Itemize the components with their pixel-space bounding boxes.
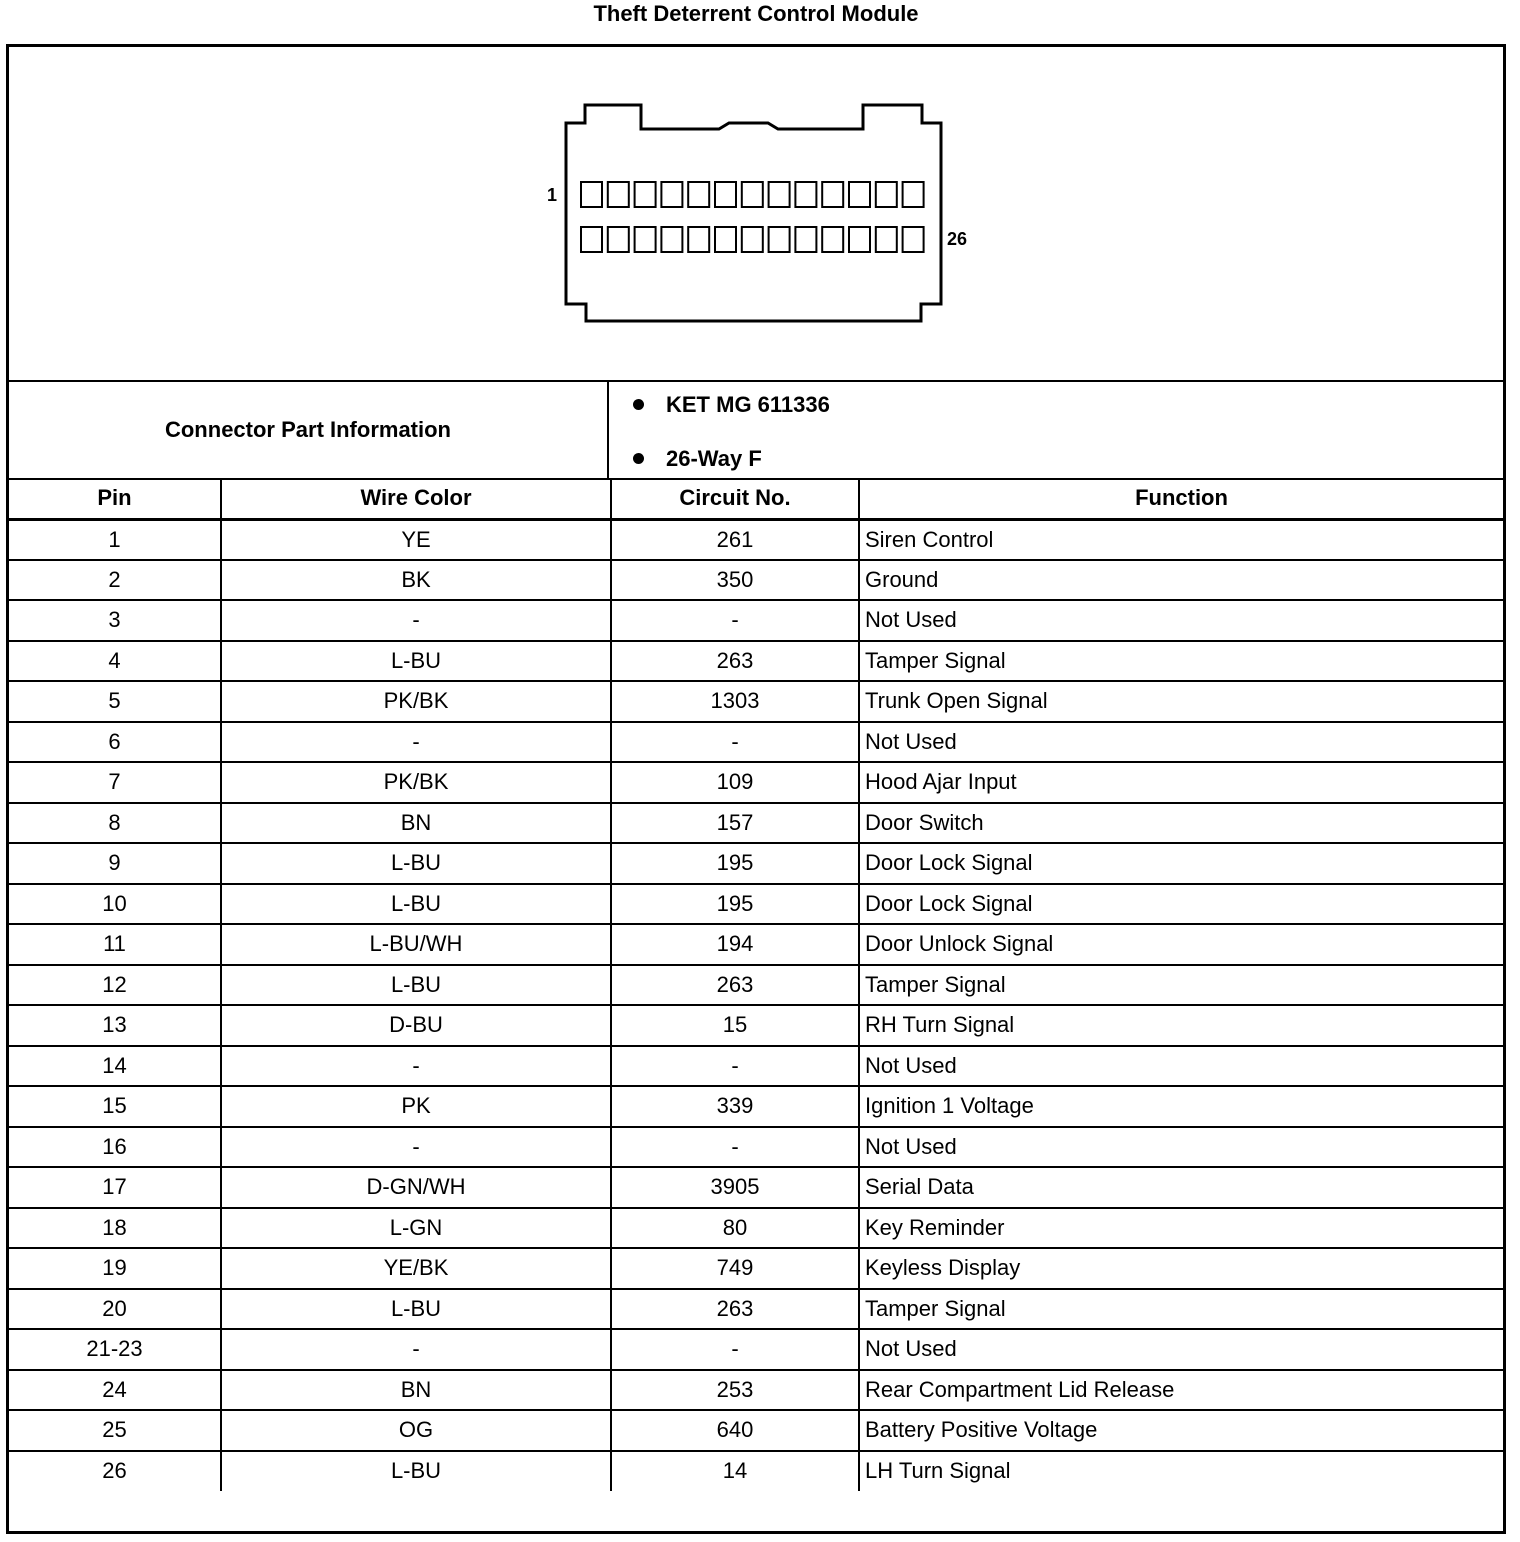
part-info-list xyxy=(611,382,1501,478)
cell-circuit-no: 263 xyxy=(611,965,859,1006)
cell-circuit-no: - xyxy=(611,1127,859,1168)
pin-cavity xyxy=(903,227,924,252)
cell-function: Not Used xyxy=(859,1046,1503,1087)
table-row xyxy=(9,1005,1503,1046)
cell-pin: 18 xyxy=(9,1208,221,1249)
table-row xyxy=(9,762,1503,803)
header-circuit-no: Circuit No. xyxy=(611,478,859,519)
pin-table xyxy=(9,478,1503,1491)
table-row xyxy=(9,1248,1503,1289)
cell-pin: 9 xyxy=(9,843,221,884)
cell-wire-color: L-BU xyxy=(221,1289,611,1330)
cell-wire-color: - xyxy=(221,1329,611,1370)
header-function: Function xyxy=(859,478,1503,519)
cell-wire-color: OG xyxy=(221,1410,611,1451)
part-info-item xyxy=(633,392,830,418)
pin-cavity xyxy=(795,227,816,252)
cell-pin: 2 xyxy=(9,560,221,601)
cell-wire-color: - xyxy=(221,1046,611,1087)
cell-function: Door Switch xyxy=(859,803,1503,844)
cell-circuit-no: 195 xyxy=(611,884,859,925)
pin-cavity xyxy=(849,182,870,207)
connector-frame xyxy=(6,44,1506,1534)
cell-pin: 8 xyxy=(9,803,221,844)
cell-function: Tamper Signal xyxy=(859,965,1503,1006)
connector-outline xyxy=(566,105,941,321)
cell-circuit-no: 749 xyxy=(611,1248,859,1289)
table-row xyxy=(9,641,1503,682)
pin-cavity xyxy=(876,227,897,252)
pin-cavity xyxy=(608,182,629,207)
cell-pin: 5 xyxy=(9,681,221,722)
cell-pin: 14 xyxy=(9,1046,221,1087)
cell-circuit-no: - xyxy=(611,1329,859,1370)
part-info-label: Connector Part Information xyxy=(9,382,609,478)
cell-circuit-no: 350 xyxy=(611,560,859,601)
pin-cavity xyxy=(715,227,736,252)
table-row xyxy=(9,924,1503,965)
cell-wire-color: L-BU xyxy=(221,641,611,682)
pin-cavity xyxy=(742,227,763,252)
cell-wire-color: YE xyxy=(221,519,611,560)
table-row xyxy=(9,1208,1503,1249)
cell-function: Not Used xyxy=(859,600,1503,641)
cell-circuit-no: 14 xyxy=(611,1451,859,1492)
cell-circuit-no: - xyxy=(611,1046,859,1087)
cell-function: Not Used xyxy=(859,1329,1503,1370)
connector-diagram xyxy=(9,47,1503,382)
table-row xyxy=(9,681,1503,722)
cell-function: Keyless Display xyxy=(859,1248,1503,1289)
cell-pin: 26 xyxy=(9,1451,221,1492)
pin-cavity xyxy=(635,182,656,207)
part-info-item xyxy=(633,446,762,472)
cell-pin: 1 xyxy=(9,519,221,560)
pin-cavity xyxy=(688,182,709,207)
cell-function: Ignition 1 Voltage xyxy=(859,1086,1503,1127)
table-row xyxy=(9,1451,1503,1492)
pin-cavity xyxy=(769,182,790,207)
cell-circuit-no: 194 xyxy=(611,924,859,965)
cell-circuit-no: 195 xyxy=(611,843,859,884)
cell-wire-color: YE/BK xyxy=(221,1248,611,1289)
cell-pin: 6 xyxy=(9,722,221,763)
cell-function: Tamper Signal xyxy=(859,641,1503,682)
cell-wire-color: - xyxy=(221,600,611,641)
pin-cavities xyxy=(581,182,924,252)
cell-function: Key Reminder xyxy=(859,1208,1503,1249)
page-title: Theft Deterrent Control Module xyxy=(593,1,919,26)
cell-pin: 4 xyxy=(9,641,221,682)
pin-table-body xyxy=(9,519,1503,1491)
cell-pin: 13 xyxy=(9,1005,221,1046)
pin-cavity xyxy=(795,182,816,207)
cell-pin: 12 xyxy=(9,965,221,1006)
cell-function: RH Turn Signal xyxy=(859,1005,1503,1046)
cell-function: Serial Data xyxy=(859,1167,1503,1208)
cell-circuit-no: 109 xyxy=(611,762,859,803)
connector-part-info xyxy=(9,382,1503,480)
cell-function: Door Lock Signal xyxy=(859,884,1503,925)
cell-pin: 3 xyxy=(9,600,221,641)
cell-wire-color: - xyxy=(221,1127,611,1168)
cell-wire-color: PK/BK xyxy=(221,762,611,803)
cell-circuit-no: 263 xyxy=(611,641,859,682)
table-row xyxy=(9,600,1503,641)
cell-wire-color: - xyxy=(221,722,611,763)
pin-cavity xyxy=(822,227,843,252)
bullet-icon xyxy=(633,453,644,464)
pin-label-first: 1 xyxy=(547,185,558,205)
header-wire-color: Wire Color xyxy=(221,478,611,519)
pin-label-last: 26 xyxy=(947,229,968,249)
part-info-text: 26-Way F xyxy=(666,446,762,471)
pin-cavity xyxy=(849,227,870,252)
bullet-icon xyxy=(633,399,644,410)
cell-wire-color: D-GN/WH xyxy=(221,1167,611,1208)
cell-wire-color: L-GN xyxy=(221,1208,611,1249)
cell-circuit-no: 640 xyxy=(611,1410,859,1451)
pin-cavity xyxy=(876,182,897,207)
cell-pin: 16 xyxy=(9,1127,221,1168)
cell-wire-color: L-BU xyxy=(221,884,611,925)
pin-cavity xyxy=(581,182,602,207)
table-row xyxy=(9,722,1503,763)
cell-function: Trunk Open Signal xyxy=(859,681,1503,722)
cell-pin: 10 xyxy=(9,884,221,925)
cell-wire-color: L-BU/WH xyxy=(221,924,611,965)
cell-pin: 15 xyxy=(9,1086,221,1127)
cell-pin: 20 xyxy=(9,1289,221,1330)
cell-circuit-no: 80 xyxy=(611,1208,859,1249)
pin-cavity xyxy=(769,227,790,252)
part-info-text: KET MG 611336 xyxy=(666,392,830,417)
table-row xyxy=(9,1289,1503,1330)
cell-function: Rear Compartment Lid Release xyxy=(859,1370,1503,1411)
cell-function: Door Unlock Signal xyxy=(859,924,1503,965)
pin-cavity xyxy=(822,182,843,207)
cell-function: Ground xyxy=(859,560,1503,601)
cell-circuit-no: 3905 xyxy=(611,1167,859,1208)
table-row xyxy=(9,519,1503,560)
cell-function: Tamper Signal xyxy=(859,1289,1503,1330)
cell-circuit-no: 1303 xyxy=(611,681,859,722)
table-row xyxy=(9,1086,1503,1127)
cell-function: Not Used xyxy=(859,1127,1503,1168)
cell-pin: 21-23 xyxy=(9,1329,221,1370)
cell-circuit-no: 263 xyxy=(611,1289,859,1330)
cell-wire-color: D-BU xyxy=(221,1005,611,1046)
cell-function: Not Used xyxy=(859,722,1503,763)
cell-circuit-no: 157 xyxy=(611,803,859,844)
pin-cavity xyxy=(903,182,924,207)
cell-circuit-no: - xyxy=(611,600,859,641)
cell-pin: 24 xyxy=(9,1370,221,1411)
table-row xyxy=(9,965,1503,1006)
table-row xyxy=(9,1410,1503,1451)
cell-circuit-no: 339 xyxy=(611,1086,859,1127)
cell-wire-color: BN xyxy=(221,803,611,844)
table-row xyxy=(9,1329,1503,1370)
cell-function: Siren Control xyxy=(859,519,1503,560)
pin-cavity xyxy=(581,227,602,252)
cell-function: Battery Positive Voltage xyxy=(859,1410,1503,1451)
table-row xyxy=(9,843,1503,884)
cell-wire-color: L-BU xyxy=(221,1451,611,1492)
table-row xyxy=(9,803,1503,844)
cell-pin: 19 xyxy=(9,1248,221,1289)
table-row xyxy=(9,1127,1503,1168)
cell-pin: 11 xyxy=(9,924,221,965)
table-row xyxy=(9,1167,1503,1208)
cell-pin: 17 xyxy=(9,1167,221,1208)
cell-circuit-no: 15 xyxy=(611,1005,859,1046)
pin-cavity xyxy=(661,182,682,207)
header-pin: Pin xyxy=(9,478,221,519)
cell-wire-color: BN xyxy=(221,1370,611,1411)
cell-circuit-no: 261 xyxy=(611,519,859,560)
cell-wire-color: PK/BK xyxy=(221,681,611,722)
cell-function: Hood Ajar Input xyxy=(859,762,1503,803)
table-row xyxy=(9,1046,1503,1087)
pin-cavity xyxy=(661,227,682,252)
cell-wire-color: L-BU xyxy=(221,843,611,884)
pin-cavity xyxy=(608,227,629,252)
table-header-row xyxy=(9,478,1503,519)
cell-function: Door Lock Signal xyxy=(859,843,1503,884)
table-row xyxy=(9,1370,1503,1411)
pin-cavity xyxy=(715,182,736,207)
cell-circuit-no: - xyxy=(611,722,859,763)
cell-wire-color: L-BU xyxy=(221,965,611,1006)
cell-pin: 25 xyxy=(9,1410,221,1451)
table-row xyxy=(9,884,1503,925)
cell-circuit-no: 253 xyxy=(611,1370,859,1411)
pin-cavity xyxy=(635,227,656,252)
cell-wire-color: PK xyxy=(221,1086,611,1127)
cell-pin: 7 xyxy=(9,762,221,803)
table-row xyxy=(9,560,1503,601)
connector-face-drawing xyxy=(9,47,1503,380)
pin-cavity xyxy=(688,227,709,252)
cell-wire-color: BK xyxy=(221,560,611,601)
pin-cavity xyxy=(742,182,763,207)
cell-function: LH Turn Signal xyxy=(865,1458,1011,1484)
